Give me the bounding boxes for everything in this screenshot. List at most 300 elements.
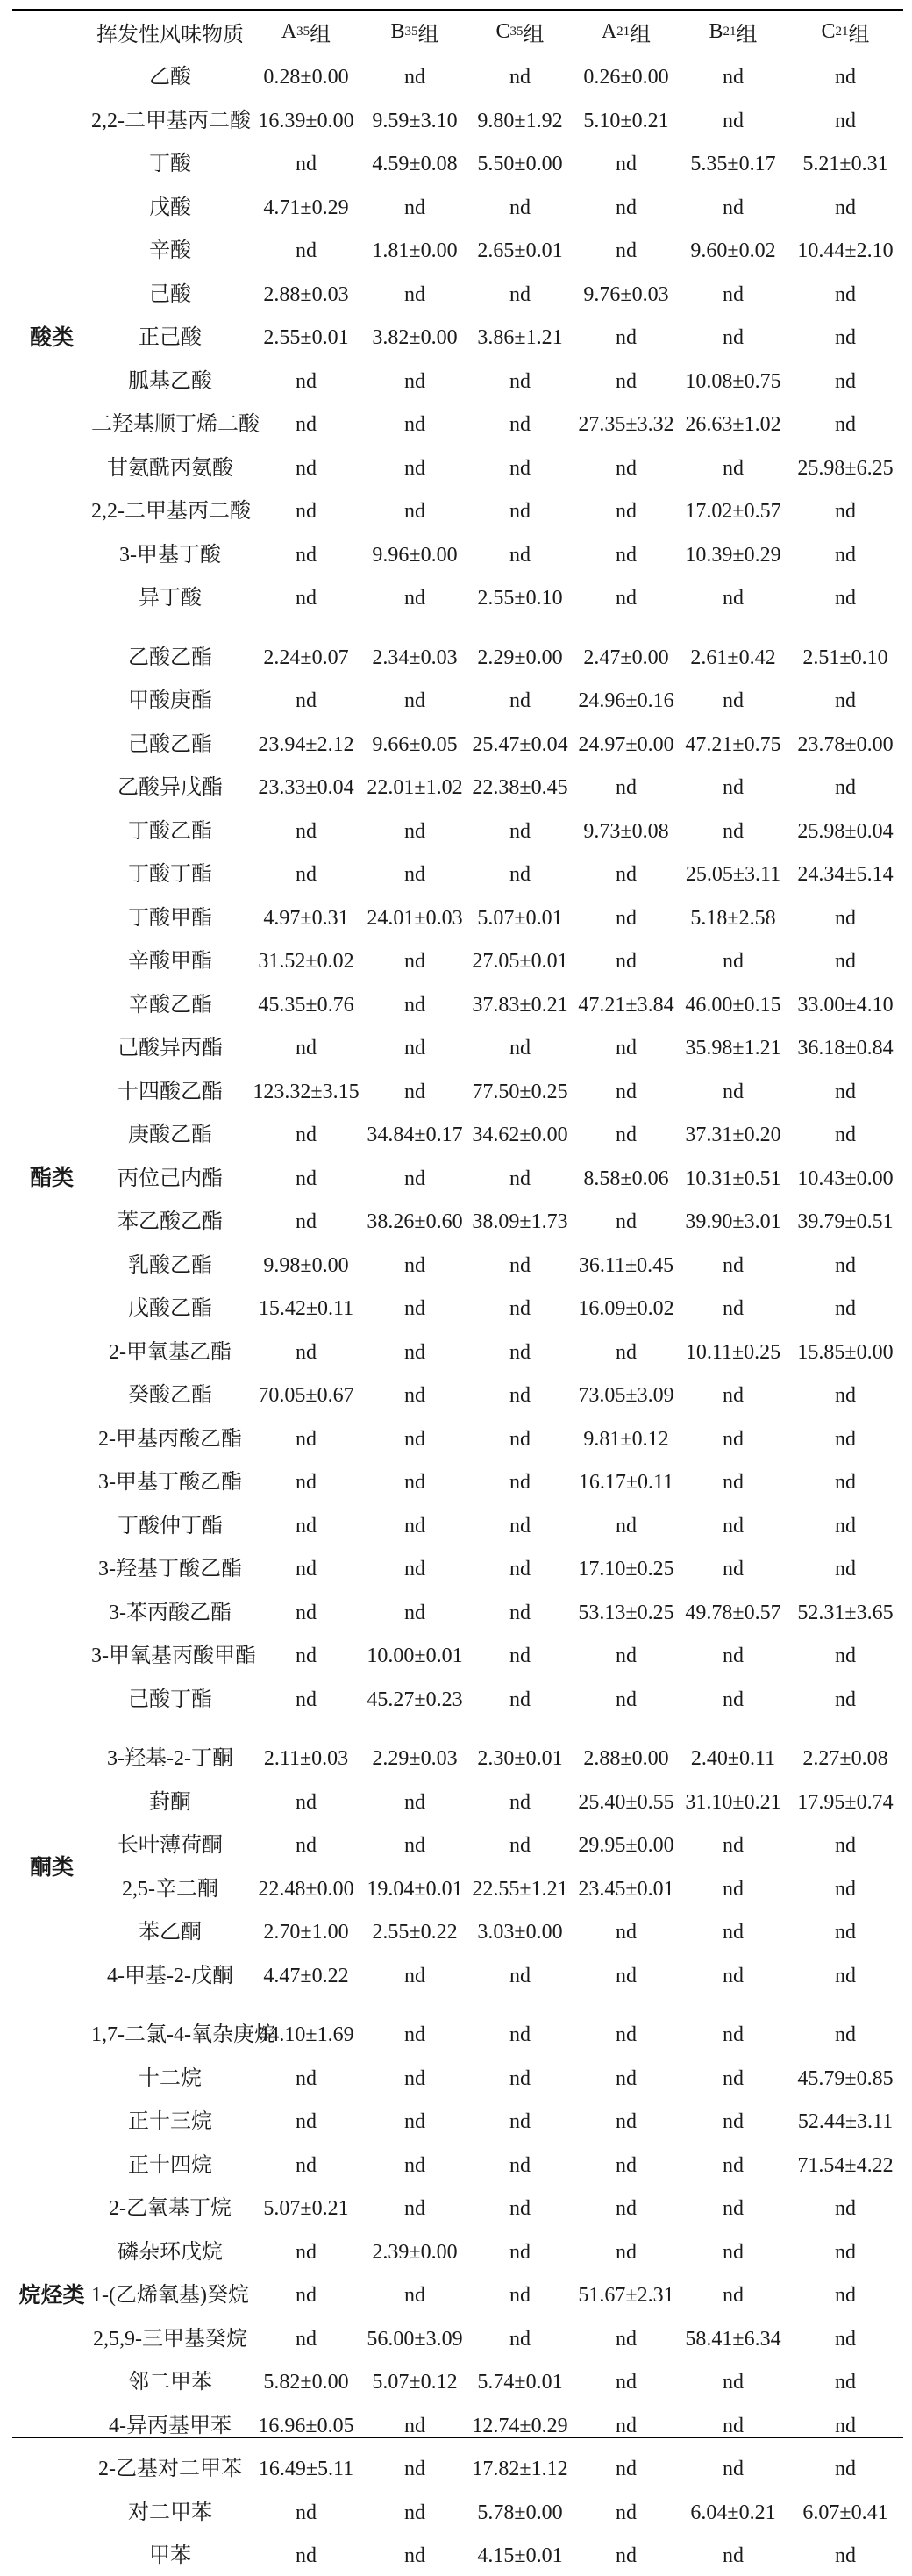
cell-c35: 9.80±1.92	[477, 109, 563, 132]
cell-b21: 26.63±1.02	[685, 413, 781, 436]
cell-c21: nd	[835, 1877, 856, 1901]
cell-a21: 36.11±0.45	[578, 1253, 674, 1277]
cell-b35: 38.26±0.60	[367, 1210, 463, 1233]
cell-substance: 乙酸乙酯	[128, 646, 212, 669]
cell-a21: nd	[616, 2371, 637, 2394]
cell-b35: nd	[404, 1471, 425, 1494]
cell-a21: nd	[616, 906, 637, 930]
cell-a35: nd	[296, 1037, 317, 1060]
cell-b35: nd	[404, 2284, 425, 2307]
cell-c21: nd	[835, 1921, 856, 1944]
cell-a21: nd	[616, 153, 637, 175]
cell-a35: 2.24±0.07	[263, 646, 349, 669]
cell-a21: nd	[616, 950, 637, 973]
cell-c35: nd	[509, 1471, 531, 1494]
cell-b35: nd	[404, 1427, 425, 1451]
cell-b35: nd	[404, 2458, 425, 2480]
cell-c21: nd	[835, 196, 856, 219]
cell-a21: 5.10±0.21	[583, 109, 669, 132]
cell-b35: nd	[404, 993, 425, 1017]
cell-b35: nd	[404, 1558, 425, 1581]
cell-a21: 9.73±0.08	[583, 819, 669, 843]
header-c35	[467, 11, 574, 54]
cell-a35: nd	[296, 1834, 317, 1857]
cell-c35: nd	[509, 1340, 531, 1364]
cell-a35: nd	[296, 2110, 317, 2133]
cell-b21: nd	[723, 1427, 744, 1451]
cell-substance: 3-甲基丁酸乙酯	[98, 1471, 242, 1494]
cell-substance: 葑酮	[149, 1790, 191, 1814]
cell-substance: 戊酸乙酯	[128, 1297, 212, 1320]
cell-a21: nd	[616, 1210, 637, 1233]
category-label: 酯类	[29, 1167, 74, 1191]
cell-c35: 22.55±1.21	[472, 1877, 568, 1901]
cell-c21: nd	[835, 1253, 856, 1277]
cell-c21: nd	[835, 413, 856, 436]
cell-a35: nd	[296, 863, 317, 886]
cell-a21: 24.96±0.16	[578, 689, 674, 712]
cell-a21: nd	[616, 456, 637, 480]
cell-substance: 辛酸乙酯	[128, 993, 212, 1017]
cell-c35: 2.30±0.01	[477, 1747, 563, 1770]
header-subscript: 35	[404, 25, 418, 39]
cell-a35: nd	[296, 1645, 317, 1667]
cell-c21: 33.00±4.10	[797, 993, 894, 1017]
cell-a35: nd	[296, 2284, 317, 2307]
cell-b21: 2.40±0.11	[690, 1747, 776, 1770]
cell-b35: nd	[404, 1167, 425, 1190]
cell-substance: 邻二甲苯	[128, 2371, 212, 2394]
cell-substance: 丁酸乙酯	[128, 819, 212, 843]
cell-b35: nd	[404, 1834, 425, 1857]
header-subscript: 21	[616, 25, 631, 39]
cell-substance: 4-异丙基甲苯	[109, 2414, 232, 2437]
cell-a35: 123.32±3.15	[253, 1080, 360, 1103]
cell-a35: nd	[296, 1340, 317, 1364]
cell-c21: nd	[835, 1645, 856, 1667]
cell-a35: nd	[296, 1167, 317, 1190]
cell-b35: 2.34±0.03	[372, 646, 458, 669]
cell-substance: 磷杂环戊烷	[118, 2240, 223, 2264]
cell-c35: nd	[509, 1558, 531, 1581]
cell-a21: nd	[616, 543, 637, 567]
cell-a35: nd	[296, 1471, 317, 1494]
cell-a21: 16.17±0.11	[578, 1471, 674, 1494]
header-suffix: 组	[630, 24, 652, 46]
cell-a21: nd	[616, 2110, 637, 2133]
cell-substance: 胍基乙酸	[128, 369, 212, 393]
cell-c35: nd	[509, 2327, 531, 2351]
cell-c35: 5.50±0.00	[477, 153, 563, 175]
cell-c21: nd	[835, 1558, 856, 1581]
cell-a35: 44.10±1.69	[258, 2023, 354, 2046]
cell-substance: 乙酸	[149, 66, 191, 89]
header-suffix: 组	[848, 24, 870, 46]
cell-a35: nd	[296, 2544, 317, 2567]
cell-c35: nd	[509, 819, 531, 843]
cell-c35: 25.47±0.04	[472, 732, 568, 756]
header-main-text: C	[821, 20, 836, 43]
cell-c21: 36.18±0.84	[797, 1037, 894, 1060]
cell-b21: 2.61±0.42	[690, 646, 776, 669]
cell-substance: 1,7-二氯-4-氧杂庚烷	[91, 2023, 275, 2046]
cell-a21: nd	[616, 1645, 637, 1667]
cell-substance: 长叶薄荷酮	[118, 1834, 223, 1857]
cell-a21: 17.10±0.25	[578, 1558, 674, 1581]
header-a35	[249, 11, 363, 54]
cell-a35: nd	[296, 413, 317, 436]
cell-substance: 丁酸	[149, 153, 191, 175]
cell-a21: nd	[616, 2458, 637, 2480]
cell-b21: 39.90±3.01	[685, 1210, 781, 1233]
cell-b21: 10.31±0.51	[685, 1167, 781, 1190]
cell-c35: 34.62±0.00	[472, 1124, 568, 1146]
cell-c21: 2.27±0.08	[802, 1747, 888, 1770]
cell-substance: 辛酸甲酯	[128, 950, 212, 973]
cell-b35: nd	[404, 1037, 425, 1060]
cell-a21: nd	[616, 2414, 637, 2437]
header-subscript: 21	[835, 25, 849, 39]
cell-a35: 15.42±0.11	[258, 1297, 354, 1320]
header-suffix: 组	[736, 24, 758, 46]
cell-a35: 4.97±0.31	[263, 906, 349, 930]
cell-a35: nd	[296, 2240, 317, 2264]
cell-c35: 77.50±0.25	[472, 1080, 568, 1103]
cell-c21: 52.31±3.65	[797, 1601, 894, 1624]
cell-b35: 2.39±0.00	[372, 2240, 458, 2264]
cell-b35: 22.01±1.02	[367, 776, 463, 799]
cell-b35: nd	[404, 196, 425, 219]
cell-c21: 25.98±0.04	[797, 819, 894, 843]
cell-c21: nd	[835, 1297, 856, 1320]
cell-a21: 27.35±3.32	[578, 413, 674, 436]
cell-c21: nd	[835, 587, 856, 610]
cell-c21: 39.79±0.51	[797, 1210, 894, 1233]
cell-c35: nd	[509, 2066, 531, 2090]
cell-c21: nd	[835, 2240, 856, 2264]
header-subscript: 35	[509, 25, 524, 39]
cell-c21: nd	[835, 66, 856, 89]
cell-substance: 2,5-辛二酮	[122, 1877, 218, 1901]
cell-a21: 53.13±0.25	[578, 1601, 674, 1624]
cell-c21: nd	[835, 950, 856, 973]
cell-a35: 16.96±0.05	[258, 2414, 354, 2437]
cell-b35: nd	[404, 369, 425, 393]
cell-substance: 3-苯丙酸乙酯	[109, 1601, 232, 1624]
cell-substance: 辛酸	[149, 239, 191, 262]
cell-b21: nd	[723, 282, 744, 306]
cell-b21: nd	[723, 2110, 744, 2133]
cell-substance: 2,5,9-三甲基癸烷	[93, 2327, 247, 2351]
cell-c21: 17.95±0.74	[797, 1790, 894, 1814]
cell-c35: nd	[509, 500, 531, 523]
cell-c35: nd	[509, 1427, 531, 1451]
cell-substance: 苯乙酸乙酯	[118, 1210, 223, 1233]
cell-substance: 苯乙酮	[139, 1921, 202, 1944]
cell-b35: nd	[404, 282, 425, 306]
cell-b21: nd	[723, 1514, 744, 1538]
cell-a35: 16.49±5.11	[258, 2458, 354, 2480]
cell-a35: 5.07±0.21	[263, 2197, 349, 2220]
cell-substance: 癸酸乙酯	[128, 1384, 212, 1407]
cell-substance: 4-甲基-2-戊酮	[107, 1964, 233, 1987]
cell-a21: 2.88±0.00	[583, 1747, 669, 1770]
cell-substance: 戊酸	[149, 196, 191, 219]
cell-b35: nd	[404, 1790, 425, 1814]
cell-a21: nd	[616, 326, 637, 349]
cell-b21: 17.02±0.57	[685, 500, 781, 523]
cell-c35: nd	[509, 543, 531, 567]
cell-a35: nd	[296, 1210, 317, 1233]
header-subscript: 35	[296, 25, 310, 39]
cell-substance: 异丁酸	[139, 587, 202, 610]
cell-b35: nd	[404, 500, 425, 523]
cell-substance: 十二烷	[139, 2066, 202, 2090]
cell-b21: nd	[723, 2458, 744, 2480]
cell-c21: nd	[835, 906, 856, 930]
cell-b21: nd	[723, 2066, 744, 2090]
cell-b21: nd	[723, 1080, 744, 1103]
cell-a21: 16.09±0.02	[578, 1297, 674, 1320]
cell-a21: nd	[616, 776, 637, 799]
header-main-text: 挥发性风味物质	[96, 24, 244, 46]
cell-a35: 16.39±0.00	[258, 109, 354, 132]
cell-substance: 己酸异丙酯	[118, 1037, 223, 1060]
cell-c21: nd	[835, 543, 856, 567]
cell-a21: 9.76±0.03	[583, 282, 669, 306]
header-c21	[787, 11, 903, 54]
cell-b35: nd	[404, 863, 425, 886]
cell-a21: 2.47±0.00	[583, 646, 669, 669]
cell-b21: nd	[723, 689, 744, 712]
cell-a21: 25.40±0.55	[578, 1790, 674, 1814]
cell-c21: nd	[835, 1384, 856, 1407]
cell-b21: nd	[723, 2371, 744, 2394]
cell-b21: 10.08±0.75	[685, 369, 781, 393]
cell-c35: nd	[509, 1790, 531, 1814]
cell-a21: nd	[616, 1340, 637, 1364]
cell-c21: nd	[835, 2023, 856, 2046]
cell-c35: nd	[509, 413, 531, 436]
cell-c35: nd	[509, 2240, 531, 2264]
cell-b21: nd	[723, 819, 744, 843]
cell-c35: 4.15±0.01	[477, 2544, 563, 2567]
cell-a35: 9.98±0.00	[263, 1253, 349, 1277]
cell-b21: nd	[723, 1558, 744, 1581]
header-b21	[679, 11, 787, 54]
cell-b35: 5.07±0.12	[372, 2371, 458, 2394]
cell-b21: 37.31±0.20	[685, 1124, 781, 1146]
cell-a35: 4.47±0.22	[263, 1964, 349, 1987]
header-b35	[363, 11, 467, 54]
cell-b21: nd	[723, 2284, 744, 2307]
cell-a35: 22.48±0.00	[258, 1877, 354, 1901]
header-subscript: 21	[723, 25, 737, 39]
cell-b35: nd	[404, 66, 425, 89]
cell-a21: nd	[616, 1921, 637, 1944]
cell-c21: nd	[835, 2197, 856, 2220]
cell-c21: 10.43±0.00	[797, 1167, 894, 1190]
cell-substance: 3-羟基-2-丁酮	[107, 1747, 233, 1770]
cell-a35: nd	[296, 2501, 317, 2524]
cell-b21: 9.60±0.02	[690, 239, 776, 262]
cell-a35: nd	[296, 1790, 317, 1814]
cell-a35: 2.55±0.01	[263, 326, 349, 349]
cell-c35: 12.74±0.29	[472, 2414, 568, 2437]
cell-b35: 56.00±3.09	[367, 2327, 463, 2351]
cell-substance: 2-乙基对二甲苯	[98, 2458, 242, 2480]
cell-c21: nd	[835, 1471, 856, 1494]
cell-a21: nd	[616, 2327, 637, 2351]
cell-b21: nd	[723, 109, 744, 132]
cell-a35: nd	[296, 1514, 317, 1538]
cell-c35: nd	[509, 1964, 531, 1987]
cell-c35: nd	[509, 863, 531, 886]
cell-c35: 2.55±0.10	[477, 587, 563, 610]
cell-b35: nd	[404, 2110, 425, 2133]
category-label: 烷烃类	[18, 2283, 85, 2308]
cell-c35: nd	[509, 196, 531, 219]
cell-a35: nd	[296, 1601, 317, 1624]
cell-c35: nd	[509, 2023, 531, 2046]
cell-b21: nd	[723, 66, 744, 89]
cell-c21: 2.51±0.10	[802, 646, 888, 669]
cell-c21: 71.54±4.22	[797, 2153, 894, 2177]
cell-c35: 5.74±0.01	[477, 2371, 563, 2394]
header-main-text: B	[390, 20, 405, 43]
cell-substance: 3-甲基丁酸	[119, 543, 221, 567]
cell-a21: nd	[616, 2240, 637, 2264]
cell-c35: nd	[509, 456, 531, 480]
cell-a21: nd	[616, 1514, 637, 1538]
cell-a21: nd	[616, 1688, 637, 1711]
cell-substance: 3-羟基丁酸乙酯	[98, 1558, 242, 1581]
cell-b21: 49.78±0.57	[685, 1601, 781, 1624]
cell-c35: 3.86±1.21	[477, 326, 563, 349]
cell-a35: nd	[296, 819, 317, 843]
cell-b35: nd	[404, 1964, 425, 1987]
cell-b21: 25.05±3.11	[685, 863, 781, 886]
header-a21	[574, 11, 679, 54]
cell-c21: nd	[835, 500, 856, 523]
cell-substance: 己酸乙酯	[128, 732, 212, 756]
cell-b35: nd	[404, 1601, 425, 1624]
cell-a21: nd	[616, 863, 637, 886]
cell-substance: 十四酸乙酯	[118, 1080, 223, 1103]
cell-a35: nd	[296, 153, 317, 175]
cell-c21: 5.21±0.31	[802, 153, 888, 175]
cell-b35: nd	[404, 2414, 425, 2437]
cell-c35: nd	[509, 1253, 531, 1277]
cell-a35: nd	[296, 689, 317, 712]
cell-substance: 己酸丁酯	[128, 1688, 212, 1711]
cell-a21: nd	[616, 2023, 637, 2046]
cell-b21: nd	[723, 456, 744, 480]
header-substance	[91, 11, 249, 54]
cell-b35: 1.81±0.00	[372, 239, 458, 262]
cell-a21: 23.45±0.01	[578, 1877, 674, 1901]
cell-a21: 29.95±0.00	[578, 1834, 674, 1857]
cell-substance: 甲酸庚酯	[128, 689, 212, 712]
cell-b21: nd	[723, 1253, 744, 1277]
cell-substance: 己酸	[149, 282, 191, 306]
cell-b21: nd	[723, 2153, 744, 2177]
cell-c21: nd	[835, 2284, 856, 2307]
cell-a35: 5.82±0.00	[263, 2371, 349, 2394]
cell-c35: nd	[509, 1645, 531, 1667]
cell-b35: nd	[404, 1340, 425, 1364]
cell-b35: nd	[404, 587, 425, 610]
cell-substance: 2,2-二甲基丙二酸	[91, 500, 251, 523]
cell-a35: nd	[296, 1124, 317, 1146]
cell-substance: 3-甲氧基丙酸甲酯	[91, 1645, 256, 1667]
category-label: 酸类	[29, 325, 74, 350]
cell-c35: nd	[509, 282, 531, 306]
cell-b21: 5.35±0.17	[690, 153, 776, 175]
cell-a21: nd	[616, 500, 637, 523]
cell-a21: 0.26±0.00	[583, 66, 669, 89]
cell-b35: nd	[404, 1080, 425, 1103]
cell-a35: 31.52±0.02	[258, 950, 354, 973]
cell-a21: 24.97±0.00	[578, 732, 674, 756]
cell-b35: 45.27±0.23	[367, 1688, 463, 1711]
cell-b21: nd	[723, 1645, 744, 1667]
header-suffix: 组	[523, 24, 545, 46]
cell-a21: 73.05±3.09	[578, 1384, 674, 1407]
cell-c21: nd	[835, 1964, 856, 1987]
cell-a35: nd	[296, 1558, 317, 1581]
header-main-text: A	[281, 20, 297, 43]
cell-c21: 10.44±2.10	[797, 239, 894, 262]
cell-substance: 丁酸仲丁酯	[118, 1514, 223, 1538]
cell-c21: nd	[835, 282, 856, 306]
cell-a35: nd	[296, 2153, 317, 2177]
cell-c21: nd	[835, 1124, 856, 1146]
cell-c35: nd	[509, 66, 531, 89]
cell-b35: nd	[404, 1253, 425, 1277]
cell-b21: 5.18±2.58	[690, 906, 776, 930]
cell-b21: nd	[723, 1471, 744, 1494]
cell-b21: nd	[723, 950, 744, 973]
cell-a35: nd	[296, 2066, 317, 2090]
cell-a35: 4.71±0.29	[263, 196, 349, 219]
cell-b35: 4.59±0.08	[372, 153, 458, 175]
cell-c21: 45.79±0.85	[797, 2066, 894, 2090]
cell-b35: nd	[404, 2197, 425, 2220]
cell-b21: nd	[723, 326, 744, 349]
cell-b35: 19.04±0.01	[367, 1877, 463, 1901]
cell-c35: nd	[509, 2284, 531, 2307]
cell-b21: nd	[723, 776, 744, 799]
cell-c21: nd	[835, 1688, 856, 1711]
cell-c21: 23.78±0.00	[797, 732, 894, 756]
cell-c35: nd	[509, 369, 531, 393]
cell-b21: nd	[723, 2240, 744, 2264]
cell-c35: nd	[509, 1297, 531, 1320]
cell-a35: 2.70±1.00	[263, 1921, 349, 1944]
cell-c21: 25.98±6.25	[797, 456, 894, 480]
cell-a35: nd	[296, 587, 317, 610]
cell-a21: 51.67±2.31	[578, 2284, 674, 2307]
cell-a21: nd	[616, 2501, 637, 2524]
cell-a21: 47.21±3.84	[578, 993, 674, 1017]
cell-b21: 35.98±1.21	[685, 1037, 781, 1060]
cell-c21: nd	[835, 1514, 856, 1538]
cell-c35: 5.78±0.00	[477, 2501, 563, 2524]
cell-substance: 乙酸异戊酯	[118, 776, 223, 799]
cell-c35: 5.07±0.01	[477, 906, 563, 930]
cell-substance: 庚酸乙酯	[128, 1124, 212, 1146]
